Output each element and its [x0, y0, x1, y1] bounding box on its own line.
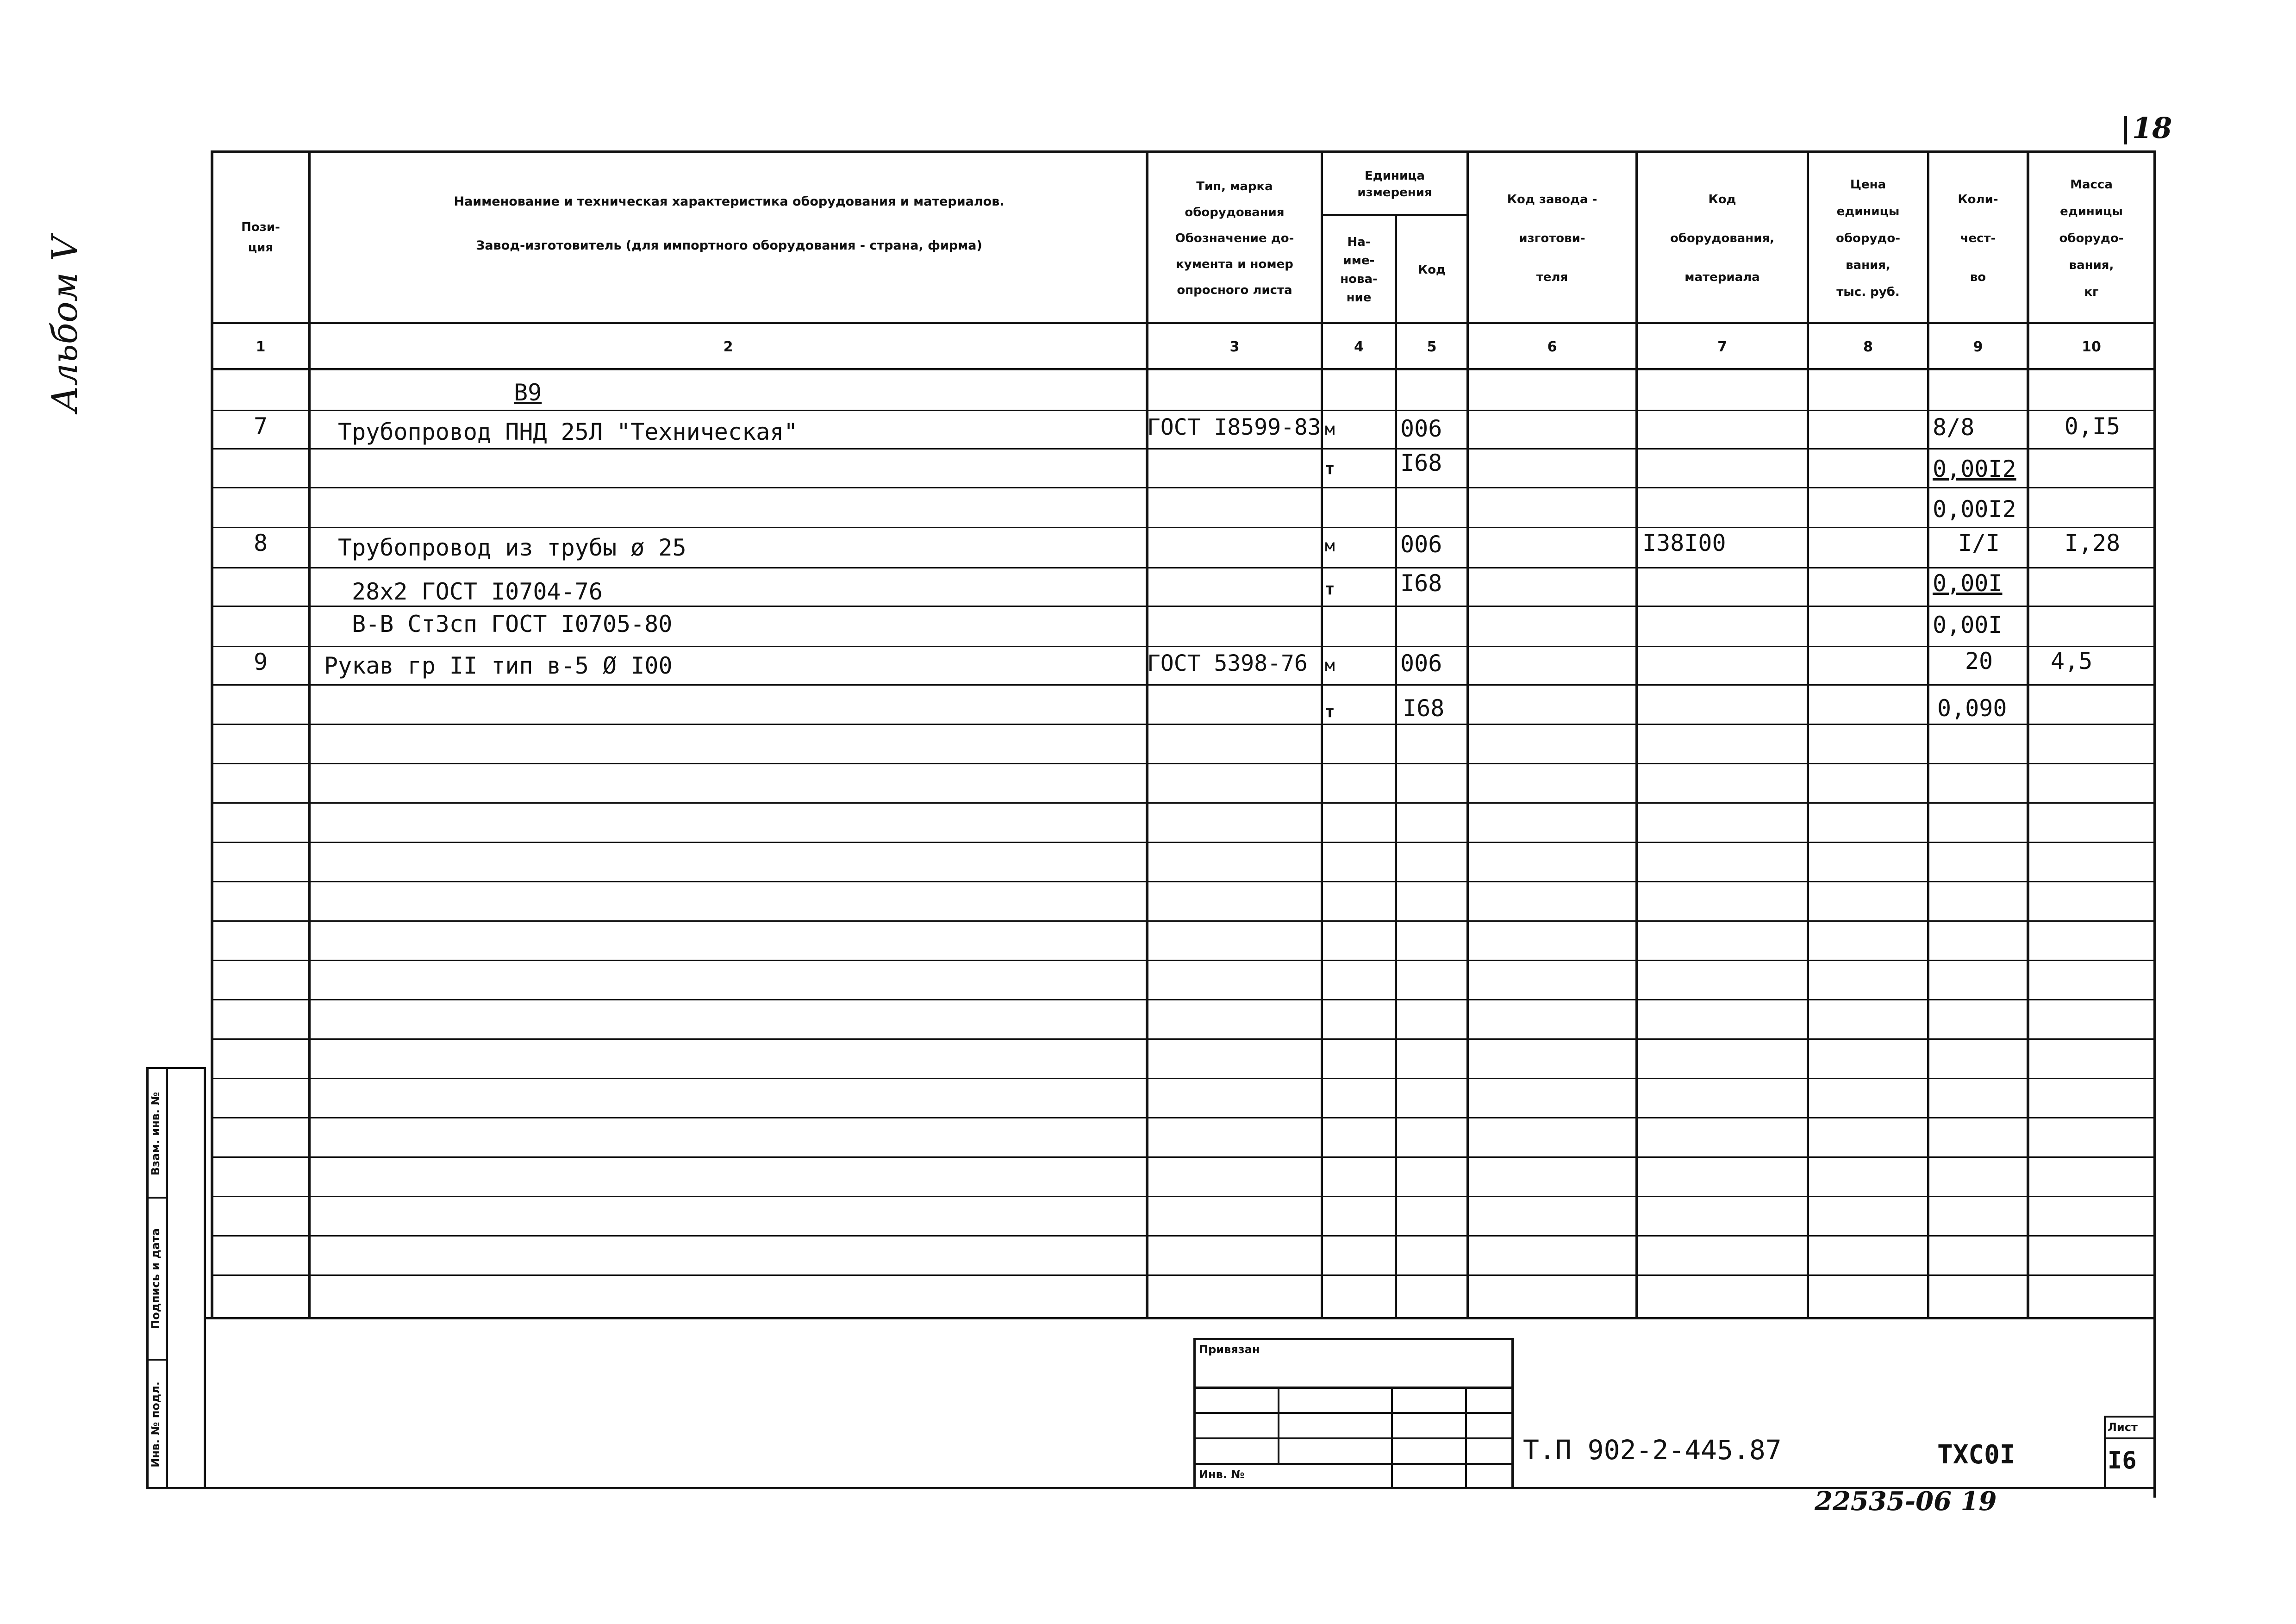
row-unit-name: м — [1325, 420, 1335, 439]
row-unit-name: т — [1325, 702, 1335, 721]
header-type-mark: Тип, марка оборудования Обозначение до- кумента и номер опросного листа — [1175, 180, 1294, 297]
row-name: Трубопровод ПНД 25Л "Техническая" — [338, 418, 798, 445]
col-number-2: 2 — [723, 339, 733, 355]
row-mass: I,28 — [2064, 530, 2121, 556]
row-name: Трубопровод из трубы ø 25 — [338, 534, 686, 561]
project-number: Т.П 902-2-445.87 — [1523, 1434, 1782, 1466]
row-unit-name: м — [1325, 537, 1335, 556]
sheet-number-mark — [2124, 116, 2127, 144]
header-unit-mass: Масса единицы оборудо- вания, кг — [2059, 178, 2124, 299]
row-mass: 0,I5 — [2064, 413, 2121, 440]
header-name-line2: Завод-изготовитель (для импортного оборудования - страна, фирма) — [476, 238, 982, 253]
list-label: Лист — [2108, 1421, 2138, 1434]
row-document: ГОСТ 5398-76 — [1147, 650, 1308, 676]
row-mass: 4,5 — [2051, 648, 2093, 675]
row-unit-name: т — [1325, 459, 1335, 478]
row-position: 7 — [253, 413, 268, 440]
row-quantity: 0,00I2 — [1933, 456, 2016, 482]
section-title: В9 — [514, 379, 542, 406]
col-number-4: 4 — [1354, 339, 1364, 355]
row-unit-code: 006 — [1400, 415, 1442, 442]
col-number-9: 9 — [1973, 339, 1983, 355]
stamp-podpis-data: Подпись и дата — [149, 1228, 162, 1329]
row-quantity: 8/8 — [1933, 414, 1975, 441]
row-unit-code: I68 — [1400, 450, 1442, 476]
row-unit-code: I68 — [1400, 570, 1442, 597]
bottom-note: 22535-06 19 — [1815, 1486, 1997, 1517]
header-unit-code: Код — [1417, 262, 1446, 277]
header-unit-group: Единица измерения — [1357, 169, 1432, 200]
row-quantity: 0,00I2 — [1933, 496, 2016, 523]
col-number-8: 8 — [1863, 339, 1873, 355]
row-quantity: 0,00I — [1933, 570, 2003, 597]
row-document: ГОСТ I8599-83 — [1147, 414, 1321, 440]
row-position: 9 — [253, 649, 268, 675]
stamp-vzam-inv: Взам. инв. № — [149, 1092, 162, 1176]
row-name: В-В Ст3сп ГОСТ I0705-80 — [352, 611, 673, 637]
col-number-5: 5 — [1427, 339, 1437, 355]
header-unit-price: Цена единицы оборудо- вания, тыс. руб. — [1835, 178, 1901, 299]
list-number: I6 — [2108, 1447, 2137, 1474]
album-label: Альбом V — [44, 236, 85, 412]
col-number-7: 7 — [1717, 339, 1727, 355]
col-number-1: 1 — [256, 339, 266, 355]
col-number-6: 6 — [1547, 339, 1557, 355]
stamp-inv-podl: Инв. № подл. — [149, 1381, 162, 1468]
row-equipment-code: I38I00 — [1642, 530, 1726, 556]
inv-no-label: Инв. № — [1199, 1468, 1245, 1481]
row-quantity: 0,00I — [1933, 612, 2003, 638]
sheet-number-top: 18 — [2132, 111, 2172, 145]
row-name: Рукав гр II тип в-5 Ø I00 — [324, 652, 673, 679]
row-unit-name: м — [1325, 656, 1335, 675]
row-position: 8 — [253, 530, 268, 556]
row-unit-code: I68 — [1403, 695, 1445, 722]
row-quantity: 20 — [1965, 648, 1993, 675]
header-name-line1: Наименование и техническая характеристика оборудования и материалов. — [454, 194, 1004, 209]
row-quantity: I/I — [1958, 530, 2000, 556]
row-unit-name: т — [1325, 580, 1335, 599]
row-name: 28x2 ГОСТ I0704-76 — [352, 578, 603, 605]
row-unit-code: 006 — [1400, 650, 1442, 677]
row-quantity: 0,090 — [1937, 695, 2007, 722]
document-code: ТХС0I — [1937, 1440, 2015, 1470]
header-factory-code: Код завода - изготови- теля — [1507, 193, 1597, 284]
header-equipment-code: Код оборудования, материала — [1670, 193, 1775, 284]
col-number-3: 3 — [1229, 339, 1240, 355]
header-unit-name: На- име- нова- ние — [1340, 235, 1378, 305]
row-unit-code: 006 — [1400, 531, 1442, 558]
col-number-10: 10 — [2082, 339, 2101, 355]
header-position: Пози- ция — [241, 220, 280, 255]
header-quantity: Коли- чест- во — [1958, 193, 1998, 284]
privyazan-label: Привязан — [1199, 1343, 1260, 1356]
